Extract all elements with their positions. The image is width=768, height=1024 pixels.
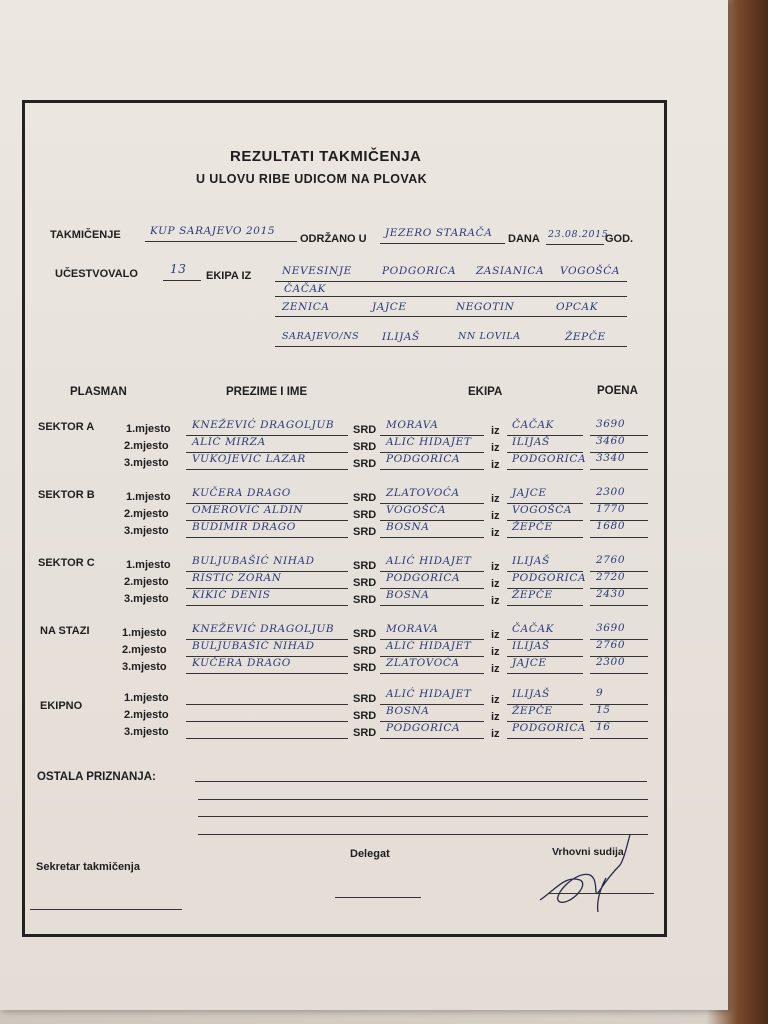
iz-label: iz (491, 493, 500, 505)
team-entry: NEVESINJE (282, 265, 352, 277)
delegat-label: Delegat (350, 848, 390, 860)
team-entry: PODGORICA (382, 265, 457, 277)
place-label: 1.mjesto (126, 491, 171, 503)
place-label: 2.mjesto (124, 508, 169, 520)
odrzano-value: JEZERO STARAČA (385, 227, 493, 239)
points-value: 1680 (596, 520, 626, 532)
points-value: 2760 (596, 554, 626, 566)
srd-label: SRD (353, 509, 377, 521)
team-entry: ČAČAK (284, 283, 327, 295)
takmicenje-value: KUP SARAJEVO 2015 (150, 225, 276, 237)
club-name: ALIĆ HIDAJET (386, 640, 472, 652)
club-name: PODGORICA (386, 572, 461, 584)
points-value: 3690 (596, 418, 626, 430)
team-entry: NEGOTIN (456, 301, 515, 313)
competitor-name: KNEŽEVIĆ DRAGOLJUB (192, 623, 335, 635)
club-city: ŽEPČE (512, 589, 553, 601)
iz-label: iz (491, 629, 500, 641)
points-value: 2720 (596, 571, 626, 583)
club-name: ZLATOVOĆA (386, 657, 460, 669)
place-label: 2.mjesto (124, 576, 169, 588)
ucestvovalo-value: 13 (170, 262, 187, 276)
srd-label: SRD (353, 727, 377, 739)
points-value: 16 (596, 721, 611, 733)
place-label: 3.mjesto (124, 525, 169, 537)
odrzano-label: ODRŽANO U (300, 233, 367, 245)
document-subtitle: U ULOVU RIBE UDICOM NA PLOVAK (196, 172, 428, 186)
team-entry: ŽEPČE (565, 331, 606, 343)
club-city: PODGORICA (512, 453, 587, 465)
signature (530, 830, 640, 920)
place-label: 2.mjesto (124, 440, 169, 452)
club-city: ŽEPČE (512, 705, 553, 717)
iz-label: iz (491, 663, 500, 675)
iz-label: iz (491, 694, 500, 706)
section-label: SEKTOR C (38, 557, 95, 569)
club-city: PODGORICA (512, 572, 587, 584)
place-label: 1.mjesto (124, 692, 169, 704)
section-label: SEKTOR B (38, 489, 95, 501)
section-label: NA STAZI (40, 625, 90, 637)
club-city: ILIJAŠ (512, 436, 550, 448)
competitor-name: KUČERA DRAGO (192, 657, 291, 669)
club-city: ILIJAŠ (512, 640, 550, 652)
points-value: 2300 (596, 486, 626, 498)
iz-label: iz (491, 595, 500, 607)
club-city: JAJCE (512, 657, 547, 669)
iz-label: iz (491, 711, 500, 723)
dana-label: DANA (508, 233, 540, 245)
club-city: PODGORICA (512, 722, 587, 734)
club-city: ČAČAK (512, 623, 555, 635)
club-city: ŽEPČE (512, 521, 553, 533)
iz-label: iz (491, 442, 500, 454)
competitor-name: OMEROVIĆ ALDIN (192, 504, 304, 516)
points-value: 3690 (596, 622, 626, 634)
club-name: MORAVA (386, 419, 439, 431)
club-name: MORAVA (386, 623, 439, 635)
place-label: 2.mjesto (122, 644, 167, 656)
iz-label: iz (491, 425, 500, 437)
competitor-name: KNEŽEVIĆ DRAGOLJUB (192, 419, 335, 431)
team-entry: OPCAK (556, 301, 599, 313)
iz-label: iz (491, 578, 500, 590)
competitor-name: BUDIMIR DRAGO (192, 521, 296, 533)
srd-label: SRD (353, 458, 377, 470)
points-value: 1770 (596, 503, 626, 515)
competitor-name: BULJUBAŠIĆ NIHAD (192, 555, 315, 567)
place-label: 3.mjesto (124, 726, 169, 738)
club-name: PODGORICA (386, 453, 461, 465)
srd-label: SRD (353, 577, 377, 589)
srd-label: SRD (353, 693, 377, 705)
team-entry: VOGOŠĆA (560, 265, 621, 277)
points-value: 2300 (596, 656, 626, 668)
column-header-poena: POENA (597, 385, 638, 397)
section-label: SEKTOR A (38, 421, 95, 433)
iz-label: iz (491, 527, 500, 539)
srd-label: SRD (353, 441, 377, 453)
srd-label: SRD (353, 594, 377, 606)
team-entry: JAJCE (372, 301, 407, 313)
club-name: ALIĆ HIDAJET (386, 436, 472, 448)
iz-label: iz (491, 561, 500, 573)
column-header-prezime-ime: PREZIME I IME (226, 386, 308, 398)
place-label: 1.mjesto (126, 559, 171, 571)
column-header-plasman: PLASMAN (70, 386, 127, 398)
srd-label: SRD (353, 710, 377, 722)
column-header-ekipa: EKIPA (468, 386, 503, 398)
dana-value: 23.08.2015 (548, 229, 609, 240)
place-label: 2.mjesto (124, 709, 169, 721)
points-value: 15 (596, 704, 611, 716)
srd-label: SRD (353, 526, 377, 538)
team-entry: ILIJAŠ (382, 331, 420, 343)
club-name: VOGOŠĆA (386, 504, 447, 516)
competitor-name: KUČERA DRAGO (192, 487, 291, 499)
section-label: EKIPNO (40, 700, 83, 712)
club-name: BOSNA (386, 705, 430, 717)
club-name: ALIĆ HIDAJET (386, 555, 472, 567)
iz-label: iz (491, 646, 500, 658)
competitor-name: KIKIĆ DENIS (192, 589, 271, 601)
place-label: 1.mjesto (126, 423, 171, 435)
ekipa-iz-label: EKIPA IZ (206, 270, 252, 282)
team-entry: ZASIANICA (476, 265, 545, 277)
place-label: 3.mjesto (124, 593, 169, 605)
competitor-name: BULJUBAŠIĆ NIHAD (192, 640, 315, 652)
club-name: ALIĆ HIDAJET (386, 688, 472, 700)
srd-label: SRD (353, 628, 377, 640)
points-value: 2760 (596, 639, 626, 651)
place-label: 3.mjesto (122, 661, 167, 673)
team-entry: SARAJEVO/NS (282, 331, 360, 342)
team-entry: NN LOVILA (458, 331, 521, 342)
ucestvovalo-label: UČESTVOVALO (55, 268, 138, 280)
iz-label: iz (491, 510, 500, 522)
club-city: ILIJAŠ (512, 555, 550, 567)
srd-label: SRD (353, 560, 377, 572)
points-value: 2430 (596, 588, 626, 600)
document-title: REZULTATI TAKMIČENJA (230, 148, 422, 165)
form-border (22, 100, 667, 937)
srd-label: SRD (353, 645, 377, 657)
club-city: VOGOŠĆA (512, 504, 573, 516)
srd-label: SRD (353, 424, 377, 436)
sekretar-label: Sekretar takmičenja (36, 861, 140, 873)
vrhovni-sudija-label: Vrhovni sudija (552, 846, 624, 858)
srd-label: SRD (353, 492, 377, 504)
takmicenje-label: TAKMIČENJE (50, 229, 121, 241)
competitor-name: VUKOJEVIĆ LAZAR (192, 453, 306, 465)
place-label: 1.mjesto (122, 627, 167, 639)
iz-label: iz (491, 728, 500, 740)
place-label: 3.mjesto (124, 457, 169, 469)
club-name: BOSNA (386, 521, 430, 533)
club-name: BOSNA (386, 589, 430, 601)
points-value: 3460 (596, 435, 626, 447)
club-city: ČAČAK (512, 419, 555, 431)
points-value: 9 (596, 687, 604, 699)
team-entry: ZENICA (282, 301, 330, 313)
club-name: PODGORICA (386, 722, 461, 734)
points-value: 3340 (596, 452, 626, 464)
god-label: GOD. (605, 233, 634, 245)
club-city: ILIJAŠ (512, 688, 550, 700)
srd-label: SRD (353, 662, 377, 674)
iz-label: iz (491, 459, 500, 471)
ostala-priznanja-label: OSTALA PRIZNANJA: (37, 771, 156, 783)
club-name: ZLATOVOĆA (386, 487, 460, 499)
competitor-name: RISTIĆ ZORAN (192, 572, 282, 584)
club-city: JAJCE (512, 487, 547, 499)
competitor-name: ALIĆ MIRZA (192, 436, 266, 448)
